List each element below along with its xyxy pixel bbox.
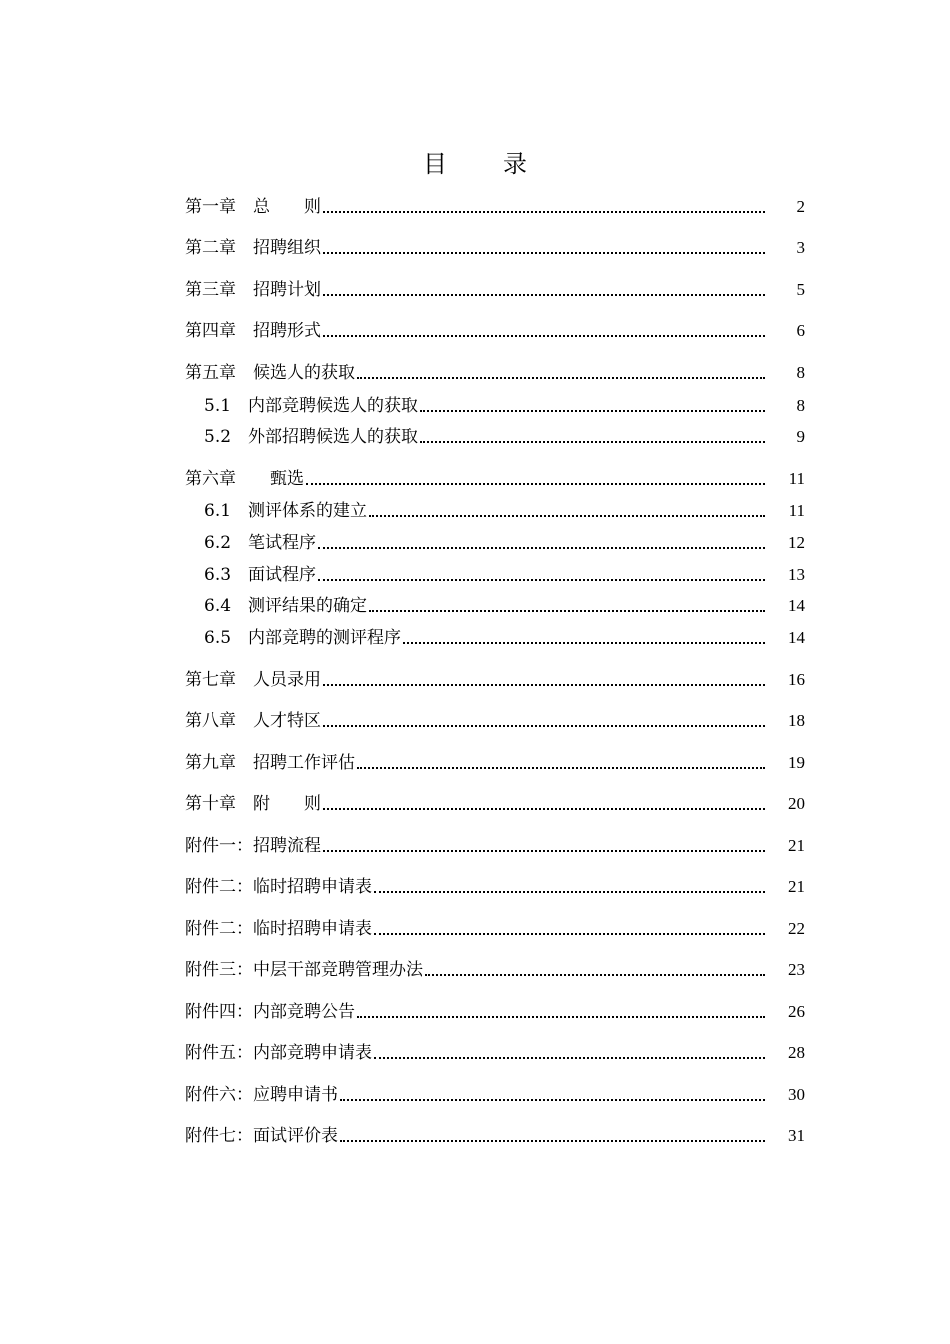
toc-entry-page-number: 14 — [788, 628, 805, 647]
toc-chapter-entry[interactable] — [185, 273, 805, 301]
toc-entry-page-number: 19 — [788, 753, 805, 772]
toc-leader-dots — [323, 804, 765, 810]
toc-entry-page-number: 9 — [796, 427, 805, 446]
toc-chapter-entry[interactable] — [185, 912, 805, 940]
toc-entry-page-number: 31 — [788, 1126, 805, 1145]
toc-leader-dots — [420, 406, 765, 412]
toc-entry-label: 第九章 招聘工作评估 — [185, 753, 355, 773]
toc-leader-dots — [323, 680, 765, 686]
toc-entry-label: 第二章 招聘组织 — [185, 238, 321, 258]
toc-leader-dots — [369, 511, 765, 517]
toc-leader-dots — [340, 1095, 765, 1101]
toc-entry-label: 附件四：内部竞聘公告 — [185, 1002, 355, 1022]
toc-subsection-entry[interactable] — [204, 558, 805, 586]
toc-entry-page-number: 14 — [788, 596, 805, 615]
toc-chapter-entry[interactable] — [185, 663, 805, 691]
toc-chapter-entry[interactable] — [185, 746, 805, 774]
toc-entry-label: 6.2 笔试程序 — [204, 533, 317, 553]
toc-entry-page-number: 8 — [796, 363, 805, 382]
toc-entry-page-number: 28 — [788, 1043, 805, 1062]
toc-leader-dots — [374, 887, 765, 893]
toc-entry-label: 第三章 招聘计划 — [185, 280, 321, 300]
toc-chapter-entry[interactable] — [185, 1036, 805, 1064]
toc-entry-page-number: 26 — [788, 1002, 805, 1021]
toc-leader-dots — [340, 1136, 765, 1142]
toc-chapter-entry[interactable] — [185, 995, 805, 1023]
toc-entry-label: 第五章 候选人的获取 — [185, 363, 355, 383]
toc-leader-dots — [318, 543, 765, 549]
toc-entry-page-number: 13 — [788, 565, 805, 584]
toc-entry-label: 附件三：中层干部竞聘管理办法 — [185, 960, 423, 980]
toc-leader-dots — [323, 248, 765, 254]
toc-leader-dots — [357, 763, 765, 769]
toc-entry-label: 5.2 外部招聘候选人的获取 — [204, 427, 419, 447]
toc-chapter-entry[interactable] — [185, 190, 805, 218]
toc-entry-page-number: 22 — [788, 919, 805, 938]
toc-leader-dots — [323, 290, 765, 296]
toc-entry-page-number: 5 — [796, 280, 805, 299]
toc-entry-page-number: 23 — [788, 960, 805, 979]
toc-entry-page-number: 21 — [788, 877, 805, 896]
toc-subsection-entry[interactable] — [204, 589, 805, 617]
toc-entry-label: 第七章 人员录用 — [185, 670, 321, 690]
toc-leader-dots — [374, 1053, 765, 1059]
toc-entry-label: 附件五：内部竞聘申请表 — [185, 1043, 372, 1063]
toc-leader-dots — [318, 575, 765, 581]
toc-subsection-entry[interactable] — [204, 420, 805, 448]
toc-entry-page-number: 11 — [788, 469, 805, 488]
toc-entry-label: 5.1 内部竞聘候选人的获取 — [204, 396, 419, 416]
toc-chapter-entry[interactable] — [185, 1119, 805, 1147]
toc-title — [0, 146, 950, 182]
toc-entry-page-number: 2 — [796, 197, 805, 216]
toc-title-part1: 目 — [423, 150, 447, 178]
toc-entry-page-number: 18 — [788, 711, 805, 730]
toc-entry-label: 6.4 测评结果的确定 — [204, 596, 368, 616]
toc-subsection-entry[interactable] — [204, 526, 805, 554]
toc-title-part2: 录 — [503, 150, 527, 178]
toc-entry-page-number: 30 — [788, 1085, 805, 1104]
toc-subsection-entry[interactable] — [204, 494, 805, 522]
toc-entry-label: 附件二：临时招聘申请表 — [185, 919, 372, 939]
toc-entry-label: 第四章 招聘形式 — [185, 321, 321, 341]
toc-entry-page-number: 3 — [796, 238, 805, 257]
toc-entry-page-number: 21 — [788, 836, 805, 855]
toc-subsection-entry[interactable] — [204, 621, 805, 649]
toc-subsection-entry[interactable] — [204, 389, 805, 417]
toc-leader-dots — [323, 846, 765, 852]
toc-entry-page-number: 6 — [796, 321, 805, 340]
toc-chapter-entry[interactable] — [185, 953, 805, 981]
toc-leader-dots — [306, 479, 765, 485]
toc-chapter-entry[interactable] — [185, 356, 805, 384]
toc-leader-dots — [357, 1012, 765, 1018]
toc-chapter-entry[interactable] — [185, 787, 805, 815]
toc-entry-label: 附件一：招聘流程 — [185, 836, 321, 856]
toc-chapter-entry[interactable] — [185, 829, 805, 857]
toc-entry-label: 附件二：临时招聘申请表 — [185, 877, 372, 897]
toc-entry-label: 6.1 测评体系的建立 — [204, 501, 368, 521]
toc-entry-page-number: 8 — [796, 396, 805, 415]
toc-entry-label: 附件七：面试评价表 — [185, 1126, 338, 1146]
toc-leader-dots — [403, 638, 765, 644]
toc-entry-label: 第六章 甄选 — [185, 469, 304, 489]
toc-entry-page-number: 16 — [788, 670, 805, 689]
toc-chapter-entry[interactable] — [185, 704, 805, 732]
toc-chapter-entry[interactable] — [185, 870, 805, 898]
toc-chapter-entry[interactable] — [185, 231, 805, 259]
toc-entry-label: 6.3 面试程序 — [204, 565, 317, 585]
toc-leader-dots — [323, 721, 765, 727]
toc-entry-label: 第八章 人才特区 — [185, 711, 321, 731]
toc-entry-label: 附件六：应聘申请书 — [185, 1085, 338, 1105]
toc-entry-page-number: 11 — [788, 501, 805, 520]
toc-entry-label: 第一章 总 则 — [185, 197, 321, 217]
toc-chapter-entry[interactable] — [185, 314, 805, 342]
toc-leader-dots — [369, 606, 765, 612]
toc-leader-dots — [357, 373, 765, 379]
toc-leader-dots — [323, 331, 765, 337]
toc-entry-page-number: 20 — [788, 794, 805, 813]
toc-entry-label: 6.5 内部竞聘的测评程序 — [204, 628, 402, 648]
toc-entry-page-number: 12 — [788, 533, 805, 552]
toc-leader-dots — [323, 207, 765, 213]
toc-entry-label: 第十章 附 则 — [185, 794, 321, 814]
toc-leader-dots — [420, 437, 765, 443]
toc-leader-dots — [425, 970, 765, 976]
toc-chapter-entry[interactable] — [185, 1078, 805, 1106]
toc-chapter-entry[interactable] — [185, 462, 805, 490]
toc-leader-dots — [374, 929, 765, 935]
